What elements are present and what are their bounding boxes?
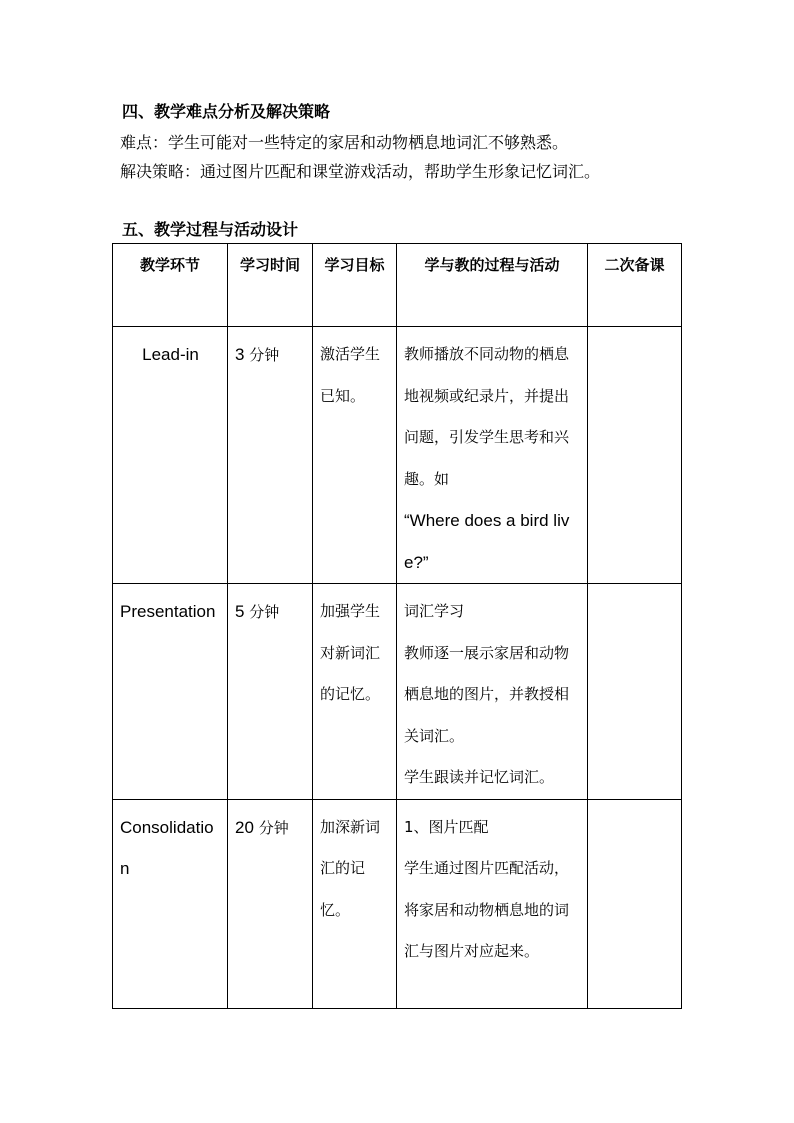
section4-heading: 四、教学难点分析及解决策略	[122, 102, 331, 121]
stage-cell	[113, 799, 228, 1008]
process-cell	[397, 799, 588, 1008]
time-unit: 分钟	[258, 818, 289, 837]
process-cell	[397, 584, 588, 800]
goal-cell	[313, 584, 397, 800]
goal-text: 激活学生已知。	[320, 345, 381, 405]
table-header-row	[113, 244, 682, 327]
header-time: 学习时间	[228, 244, 313, 327]
notes-text	[588, 584, 681, 591]
strategy-text: 解决策略：通过图片匹配和课堂游戏活动，帮助学生形象记忆词汇。	[120, 162, 601, 181]
time-unit: 分钟	[249, 346, 280, 364]
table-row	[113, 584, 682, 800]
time-value: 3	[235, 345, 245, 364]
time-unit: 分钟	[249, 603, 280, 621]
process-line: 学生通过图片匹配活动，将家居和动物栖息地的词汇与图片对应起来。	[404, 859, 570, 960]
time-cell	[228, 584, 313, 800]
time-value: 20	[235, 817, 254, 837]
stage-name: Consolidation	[120, 817, 214, 878]
notes-cell	[588, 799, 682, 1008]
time-cell	[228, 799, 313, 1008]
process-line: 教师播放不同动物的栖息地视频或纪录片，并提出问题，引发学生思考和兴趣。如	[404, 345, 570, 488]
process-cell	[397, 327, 588, 584]
header-notes: 二次备课	[588, 244, 682, 327]
goal-text: 加强学生对新词汇的记忆。	[320, 602, 381, 703]
notes-cell	[588, 584, 682, 800]
section5-heading: 五、教学过程与活动设计	[122, 220, 299, 239]
header-stage: 教学环节	[113, 244, 228, 327]
difficulty-text: 难点：学生可能对一些特定的家居和动物栖息地词汇不够熟悉。	[120, 133, 569, 152]
stage-cell	[113, 327, 228, 584]
stage-name: Lead-in	[142, 345, 199, 364]
notes-cell	[588, 327, 682, 584]
time-value: 5	[235, 602, 245, 621]
goal-text: 加深新词汇的记忆。	[320, 817, 381, 919]
header-process: 学与教的过程与活动	[397, 244, 588, 327]
lesson-process-table	[112, 243, 682, 1009]
notes-text	[588, 800, 681, 807]
time-cell	[228, 327, 313, 584]
process-line: 词汇学习	[404, 602, 465, 620]
header-goal: 学习目标	[313, 244, 397, 327]
process-line: 教师逐一展示家居和动物栖息地的图片，并教授相关词汇。	[404, 643, 570, 745]
process-line: 1、图片匹配	[404, 817, 489, 836]
goal-cell	[313, 327, 397, 584]
table-row	[113, 327, 682, 584]
process-line: “Where does a bird live?”	[404, 511, 570, 572]
process-line: 学生跟读并记忆词汇。	[404, 768, 555, 786]
notes-text	[588, 327, 681, 334]
table-row	[113, 799, 682, 1008]
stage-cell	[113, 584, 228, 800]
goal-cell	[313, 799, 397, 1008]
stage-name: Presentation	[120, 602, 216, 621]
